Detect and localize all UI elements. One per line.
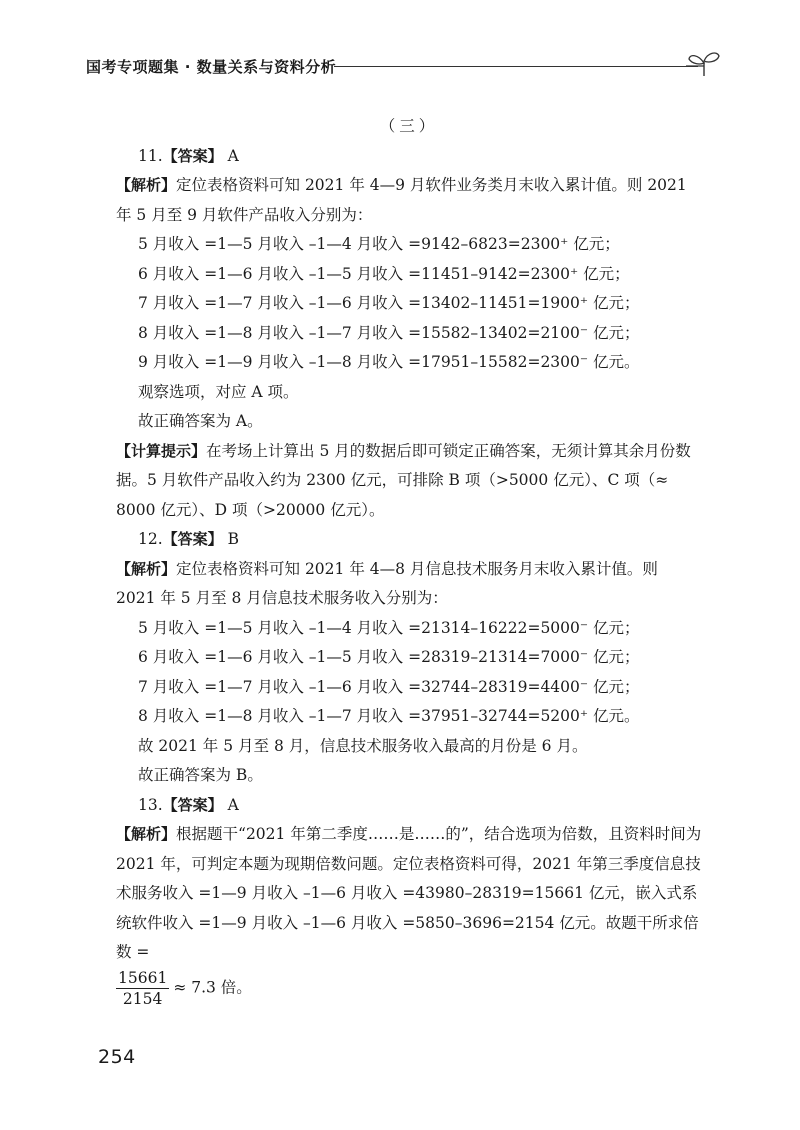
- q11-number: 11.: [138, 146, 163, 165]
- page-content: [116, 112, 702, 1009]
- q11-tip-text: 在考场上计算出 5 月的数据后即可锁定正确答案，无须计算其余月份数据。5 月软件产品收入约为 2300 亿元，可排除 B 项（>5000 亿元）、C 项（≈ 8000 亿元）、D 项（>20000 亿元）。: [116, 441, 691, 519]
- q11-tip: [116, 437, 702, 526]
- q13-result: [116, 968, 702, 1009]
- section-heading: （三）: [379, 117, 439, 135]
- q11-line-4: 8 月收入 =1—8 月收入 –1—7 月收入 =15582–13402=2100⁻ 亿元；: [138, 323, 640, 342]
- q12-conclusion: 故正确答案为 B。: [138, 766, 263, 784]
- page-number: 254: [98, 1046, 136, 1068]
- q11-line-1: 5 月收入 =1—5 月收入 –1—4 月收入 =9142–6823=2300⁺ 亿元；: [138, 235, 620, 253]
- q12-answer-tag: 【答案】: [162, 530, 223, 548]
- q13-analysis-text: 根据题干“2021 年第二季度……是……的”，结合选项为倍数，且资料时间为 2021 年，可判定本题为现期倍数问题。定位表格资料可得，2021 年第三季度信息技术服务收入 =1—9 月收入 –1—6 月收入 =43980–28319=15661 亿元，嵌入式系统软件收入 =1—9 月收入 –1—6 月收入 =5850–3696=2154 亿元。故题干所求倍数 =: [116, 825, 702, 961]
- q12-answer: [116, 525, 702, 555]
- q13-fraction: [116, 968, 169, 1009]
- q12-answer-letter: B: [227, 530, 239, 548]
- q13-analysis: [116, 820, 702, 968]
- q12-summary: 故 2021 年 5 月至 8 月，信息技术服务收入最高的月份是 6 月。: [138, 736, 588, 755]
- q11-analysis-tag: 【解析】: [116, 176, 177, 194]
- q11-answer-tag: 【答案】: [162, 146, 223, 165]
- q11-line-3: 7 月收入 =1—7 月收入 –1—6 月收入 =13402–11451=1900⁺ 亿元；: [138, 294, 640, 312]
- q11-observe: 观察选项，对应 A 项。: [138, 382, 299, 401]
- q12-line-2: 6 月收入 =1—6 月收入 –1—5 月收入 =28319–21314=7000⁻ 亿元；: [138, 648, 640, 666]
- q12-line-4: 8 月收入 =1—8 月收入 –1—7 月收入 =37951–32744=5200⁺ 亿元。: [138, 707, 640, 725]
- q11-analysis-text: 定位表格资料可知 2021 年 4—9 月软件业务类月末收入累计值。则 2021 年 5 月至 9 月软件产品收入分别为：: [116, 176, 687, 224]
- header-title: 国考专项题集 · 数量关系与资料分析: [86, 58, 337, 76]
- q11-answer-letter: A: [227, 146, 239, 165]
- q13-answer: [116, 791, 702, 821]
- q12-analysis-text: 定位表格资料可知 2021 年 4—8 月信息技术服务月末收入累计值。则 2021 年 5 月至 8 月信息技术服务收入分别为：: [116, 559, 658, 607]
- q12-line-3: 7 月收入 =1—7 月收入 –1—6 月收入 =32744–28319=4400⁻ 亿元；: [138, 677, 640, 696]
- q13-answer-letter: A: [227, 795, 239, 814]
- q13-fraction-denominator: 2154: [122, 989, 163, 1008]
- q13-result-text: ≈ 7.3 倍。: [173, 978, 252, 996]
- q11-answer: [116, 142, 702, 172]
- q12-line-1: 5 月收入 =1—5 月收入 –1—4 月收入 =21314–16222=5000⁻ 亿元；: [138, 618, 640, 637]
- q11-conclusion: 故正确答案为 A。: [138, 412, 263, 430]
- q12-number: 12.: [138, 530, 163, 548]
- q11-tip-tag: 【计算提示】: [116, 441, 207, 460]
- running-header: [86, 50, 726, 90]
- header-rule: [334, 66, 698, 67]
- q13-answer-tag: 【答案】: [162, 795, 223, 814]
- q13-fraction-numerator: 15661: [118, 968, 168, 987]
- q13-analysis-tag: 【解析】: [116, 825, 177, 843]
- q11-line-2: 6 月收入 =1—6 月收入 –1—5 月收入 =11451–9142=2300⁺ 亿元；: [138, 264, 630, 283]
- sprout-icon: [686, 50, 722, 78]
- q12-analysis: [116, 555, 702, 614]
- q12-analysis-tag: 【解析】: [116, 559, 177, 578]
- q13-number: 13.: [138, 795, 163, 814]
- q11-line-5: 9 月收入 =1—9 月收入 –1—8 月收入 =17951–15582=2300⁻ 亿元。: [138, 353, 640, 371]
- q11-analysis: [116, 171, 702, 230]
